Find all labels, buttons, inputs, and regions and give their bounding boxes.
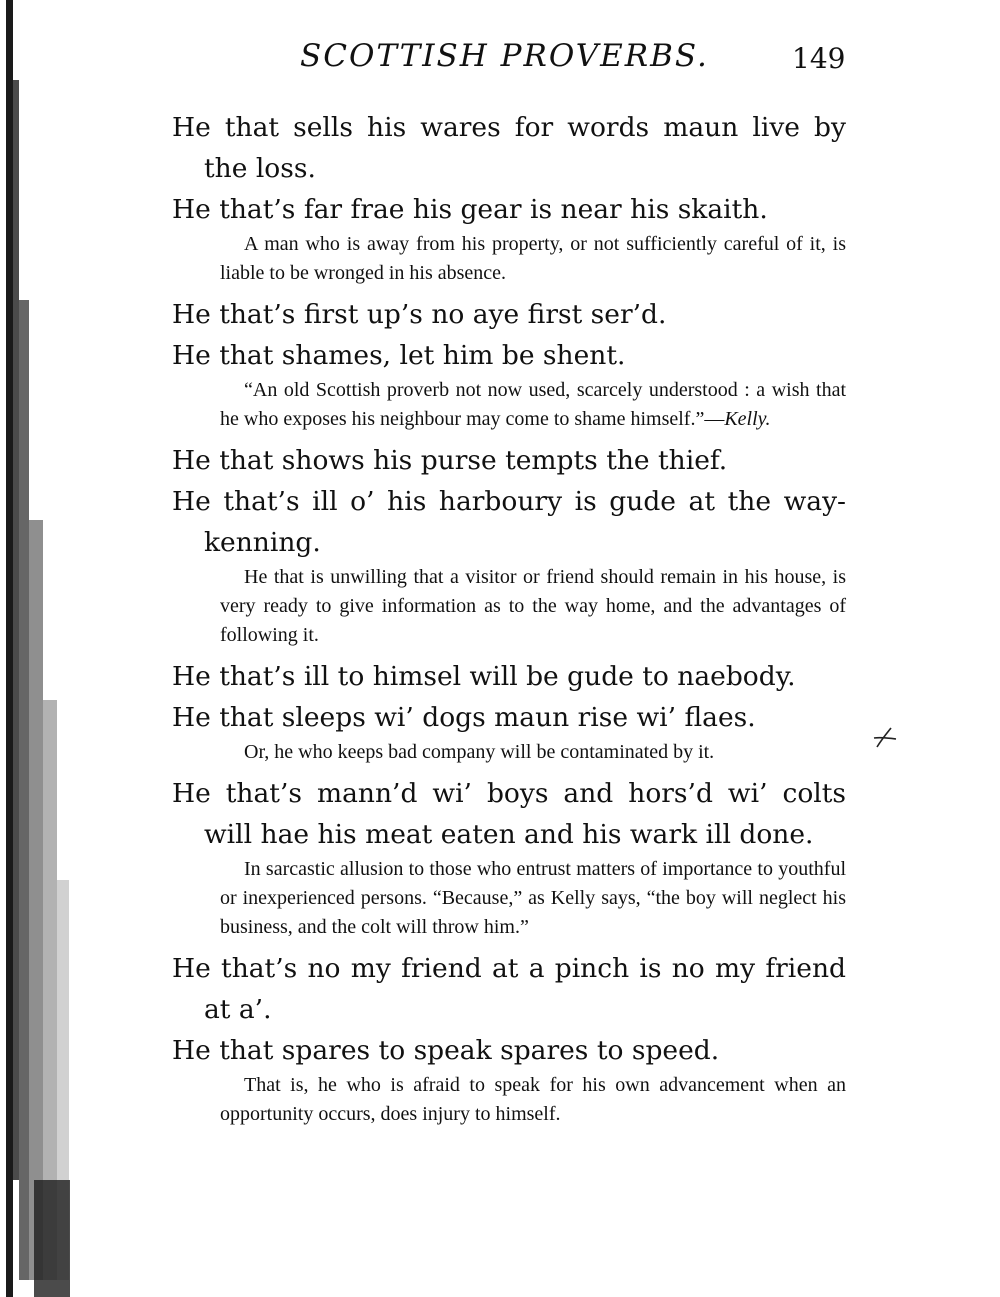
proverb-entry: He that spares to speak spares to speed. bbox=[172, 1035, 720, 1066]
margin-annotation-cross bbox=[873, 727, 897, 749]
proverb-gloss bbox=[172, 376, 846, 434]
proverb-gloss: A man who is away from his property, or not sufficiently careful of it, is liable to be wronged in his absence. bbox=[220, 233, 846, 284]
proverb-entry: He that shows his purse tempts the thief. bbox=[172, 445, 728, 476]
binding-edge-shadow bbox=[0, 0, 80, 1297]
proverb-entry: He that’s ill to himsel will be gude to naebody. bbox=[172, 661, 796, 692]
proverb-entry: He that’s mann’d wi’ boys and hors’d wi’ colts will hae his meat eaten and his wark ill done. bbox=[172, 778, 846, 850]
proverb-entry: He that’s ill o’ his harboury is gude at the way-kenning. bbox=[172, 486, 846, 558]
gloss-text: “An old Scottish proverb not now used, scarcely understood : a wish that he who exposes his neighbour may come to shame himself.”— bbox=[220, 379, 846, 430]
gloss-source: Kelly. bbox=[724, 408, 771, 430]
proverb-gloss: Or, he who keeps bad company will be contaminated by it. bbox=[244, 741, 715, 763]
proverb-gloss: That is, he who is afraid to speak for his own advancement when an opportunity occurs, does injury to himself. bbox=[220, 1074, 846, 1125]
proverb-entry: He that’s no my friend at a pinch is no my friend at a’. bbox=[172, 953, 846, 1025]
running-title: SCOTTISH PROVERBS. bbox=[300, 38, 709, 74]
proverb-entry: He that’s first up’s no aye first ser’d. bbox=[172, 299, 667, 330]
proverb-entry: He that sells his wares for words maun live by the loss. bbox=[172, 112, 846, 184]
proverb-entry: He that shames, let him be shent. bbox=[172, 340, 626, 371]
proverb-entry: He that’s far frae his gear is near his skaith. bbox=[172, 194, 768, 225]
page-number: 149 bbox=[792, 42, 846, 75]
page-header bbox=[300, 38, 860, 88]
proverb-gloss: He that is unwilling that a visitor or friend should remain in his house, is very ready to give information as to the way home, and the advantages of following it. bbox=[220, 566, 846, 646]
proverb-entry: He that sleeps wi’ dogs maun rise wi’ flaes. bbox=[172, 702, 756, 733]
proverb-gloss: In sarcastic allusion to those who entrust matters of importance to youthful or inexperienced persons. “Because,” as Kelly says, “the boy will neglect his business, and the colt will throw him.” bbox=[220, 858, 846, 938]
proverb-list bbox=[172, 107, 846, 1133]
